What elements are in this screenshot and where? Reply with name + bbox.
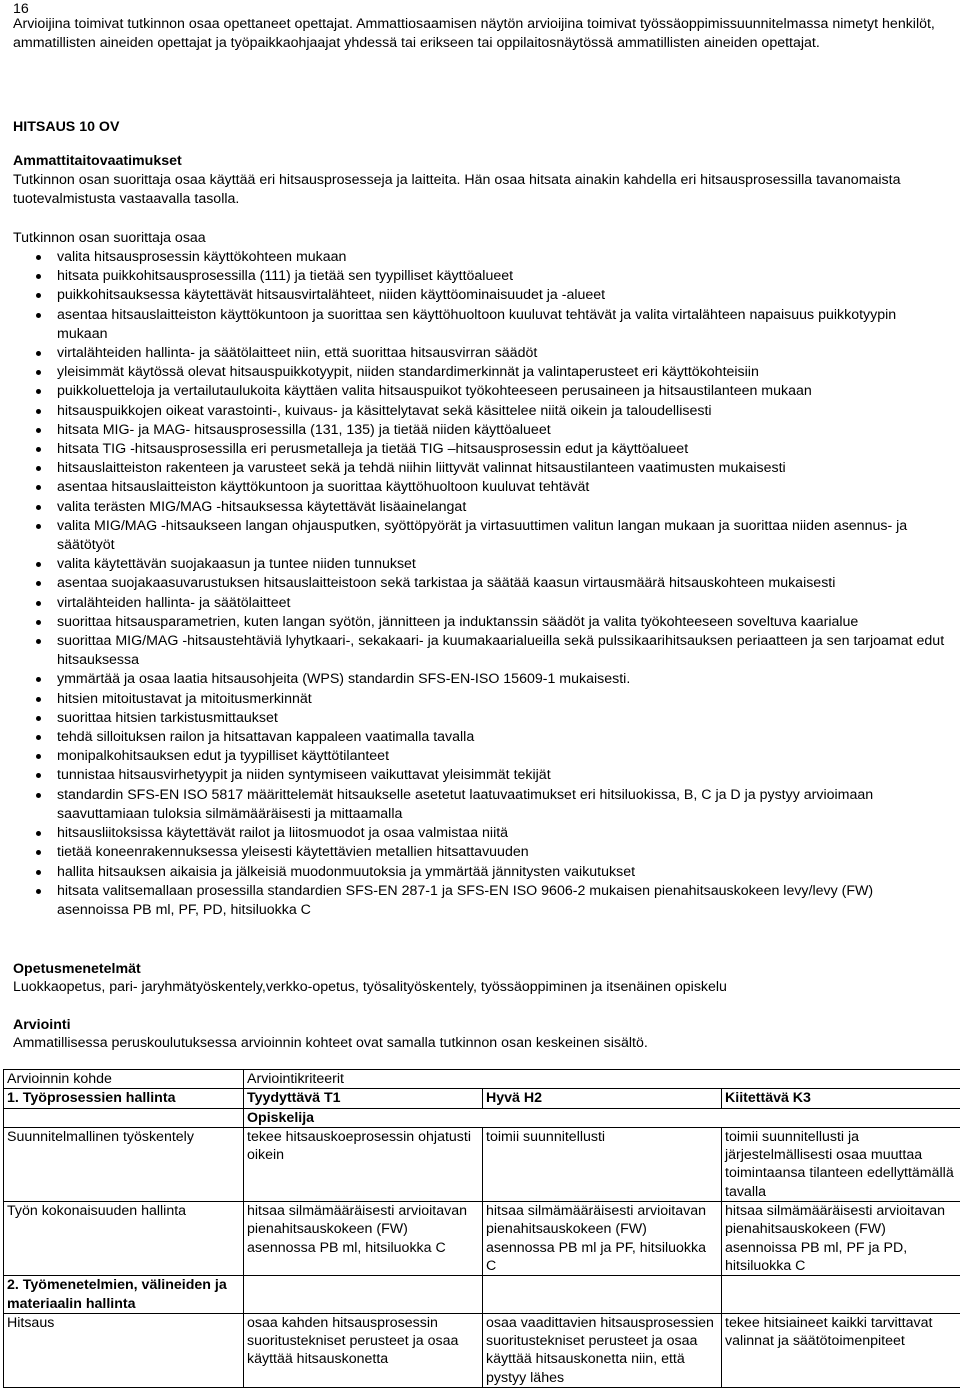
table-cell: hitsaa silmämääräisesti arvioitavan pienahitsauskokeen (FW) asennossa PB ml, hitsiluokka C (244, 1202, 483, 1276)
assessment-heading: Arviointi (13, 1017, 71, 1033)
requirements-list (13, 248, 948, 920)
list-item: hitsata MIG- ja MAG- hitsausprosessilla (131, 135) ja tietää niiden käyttöalueet (13, 421, 948, 440)
table-row (4, 1108, 960, 1127)
list-item: hitsata valitsemallaan prosessilla standardien SFS-EN 287-1 ja SFS-EN ISO 9606-2 mukaisen pienahitsauskokeen levy/levy (FW) asennoissa PB ml, PF, PD, hitsiluokka C (13, 882, 948, 920)
table-cell: hitsaa silmämääräisesti arvioitavan pienahitsauskokeen (FW) asennossa PB ml ja PF, hitsiluokka C (483, 1202, 722, 1276)
table-cell: Kiitettävä K3 (722, 1089, 960, 1108)
section-heading: HITSAUS 10 OV (13, 119, 120, 135)
table-cell: 2. Työmenetelmien, välineiden ja materiaalin hallinta (4, 1276, 244, 1314)
list-item: hitsata TIG -hitsausprosessilla eri perusmetalleja ja tietää TIG –hitsausprosessin edut ja käyttöalueet (13, 440, 948, 459)
list-item: valita käytettävän suojakaasun ja tuntee niiden tunnukset (13, 555, 948, 574)
list-item: hitsausliitoksissa käytettävät railot ja liitosmuodot ja osaa valmistaa niitä (13, 824, 948, 843)
table-row (4, 1276, 960, 1314)
list-item: suorittaa hitsien tarkistusmittaukset (13, 709, 948, 728)
list-item: hitsien mitoitustavat ja mitoitusmerkinnät (13, 690, 948, 709)
list-item: puikkohitsauksessa käytettävät hitsausvirtalähteet, niiden käyttöominaisuudet ja -alueet (13, 286, 948, 305)
table-cell: Tyydyttävä T1 (244, 1089, 483, 1108)
list-item: standardin SFS-EN ISO 5817 määrittelemät hitsaukselle asetetut laatuvaatimukset eri hitsiluokissa, B, C ja D ja pystyy arvioimaan saavuttamiaan tuloksia silmämääräisesti ja mittaamalla (13, 786, 948, 824)
table-cell: toimii suunnitellusti ja järjestelmällisesti osaa muuttaa toimintaansa tilanteen edellyttämällä tavalla (722, 1127, 960, 1201)
list-item: valita MIG/MAG -hitsaukseen langan ohjausputken, syöttöpyörät ja virtasuuttimen valitun langan mukaan ja suorittaa niiden asennus- ja säätötyöt (13, 517, 948, 555)
list-item: virtalähteiden hallinta- ja säätölaitteet niin, että suorittaa hitsausvirran säädöt (13, 344, 948, 363)
subheading: Ammattitaitovaatimukset (13, 153, 182, 169)
assessment-table (3, 1069, 960, 1388)
list-item: tunnistaa hitsausvirhetyypit ja niiden syntymiseen vaikuttavat yleisimmät tekijät (13, 766, 948, 785)
list-item: tehdä silloituksen railon ja hitsattavan kappaleen vaatimalla tavalla (13, 728, 948, 747)
list-item: asentaa hitsauslaitteiston käyttökuntoon ja suorittaa käyttöhuoltoon kuuluvat tehtävät (13, 478, 948, 497)
table-row (4, 1127, 960, 1201)
table-cell: osaa vaadittavien hitsausprosessien suoritustekniset perusteet ja osaa käyttää hitsauskonetta niin, että pystyy lähes (483, 1313, 722, 1387)
table-cell: tekee hitsauskoeprosessin ohjatusti oikein (244, 1127, 483, 1201)
table-cell: tekee hitsiaineet kaikki tarvittavat valinnat ja säätötoimenpiteet (722, 1313, 960, 1387)
list-item: suorittaa hitsausparametrien, kuten langan syötön, jännitteen ja induktanssin säädöt ja valita työkohteeseen soveltuva kaarialue (13, 613, 948, 632)
table-cell: Opiskelija (244, 1108, 960, 1127)
intro-paragraph: Arvioijina toimivat tutkinnon osaa opettaneet opettajat. Ammattiosaamisen näytön arvioijina toimivat työssäoppimissuunnitelmassa nimetyt henkilöt, ammatillisten aineiden opettajat ja työpaikkaohjaajat yhdessä tai erikseen tai oppilaitosnäytössä ammatillisten aineiden opettajat. (13, 16, 935, 52)
page-number: 16 (13, 1, 29, 17)
methods-heading: Opetusmenetelmät (13, 961, 141, 977)
list-item: hitsauspuikkojen oikeat varastointi-, kuivaus- ja käsittelytavat sekä käsittelee niitä oikein ja taloudellisesti (13, 402, 948, 421)
assessment-text: Ammatillisessa peruskoulutuksessa arvioinnin kohteet ovat samalla tutkinnon osan keskeinen sisältö. (13, 1035, 648, 1051)
table-row (4, 1089, 960, 1108)
list-item: hitsauslaitteiston rakenteen ja varusteet sekä ja tehdä niihin liittyvät valinnat hitsaustilanteen vaatimusten mukaisesti (13, 459, 948, 478)
table-cell: Arviointikriteerit (244, 1070, 960, 1089)
table-row (4, 1070, 960, 1089)
list-item: asentaa hitsauslaitteiston käyttökuntoon ja suorittaa sen käyttöhuoltoon kuuluvat tehtävät ja valita virtalähteen napaisuus puikkotyypin mukaan (13, 306, 948, 344)
list-item: hallita hitsauksen aikaisia ja jälkeisiä muodonmuutoksia ja ymmärtää jännitysten vaikutukset (13, 863, 948, 882)
description-paragraph: Tutkinnon osan suorittaja osaa käyttää eri hitsausprosesseja ja laitteita. Hän osaa hitsata ainakin kahdella eri hitsausprosessilla tavanomaista tuotevalmistusta vastaavalla tasolla. (13, 172, 901, 208)
list-item: tietää koneenrakennuksessa yleisesti käytettävien metallien hitsattavuuden (13, 843, 948, 862)
table-cell: hitsaa silmämääräisesti arvioitavan pienahitsauskokeen (FW) asennoissa PB ml, PF ja PD, hitsiluokka C (722, 1202, 960, 1276)
table-cell: osaa kahden hitsausprosessin suoritustekniset perusteet ja osaa käyttää hitsauskonetta (244, 1313, 483, 1387)
table-cell: Suunnitelmallinen työskentely (4, 1127, 244, 1201)
methods-text: Luokkaopetus, pari- jaryhmätyöskentely,verkko-opetus, työsalityöskentely, työssäoppiminen ja itsenäinen opiskelu (13, 979, 727, 995)
list-item: suorittaa MIG/MAG -hitsaustehtäviä lyhytkaari-, sekakaari- ja kuumakaarialueilla sekä pulssikaarihitsauksen periaatteen ja sen tarjoamat edut hitsauksessa (13, 632, 948, 670)
list-item: ymmärtää ja osaa laatia hitsausohjeita (WPS) standardin SFS-EN-ISO 15609-1 mukaisesti. (13, 670, 948, 689)
table-cell: toimii suunnitellusti (483, 1127, 722, 1201)
list-item: valita hitsausprosessin käyttökohteen mukaan (13, 248, 948, 267)
table-cell: Arvioinnin kohde (4, 1070, 244, 1089)
table-cell: Hyvä H2 (483, 1089, 722, 1108)
table-row (4, 1313, 960, 1387)
list-item: virtalähteiden hallinta- ja säätölaitteet (13, 594, 948, 613)
table-row (4, 1202, 960, 1276)
list-item: puikkoluetteloja ja vertailutaulukoita käyttäen valita hitsauspuikot työkohteeseen perusaineen ja hitsaustilanteen mukaan (13, 382, 948, 401)
list-item: asentaa suojakaasuvarustuksen hitsauslaitteistoon sekä tarkistaa ja säätää kaasun virtausmäärä hitsauskohteen mukaisesti (13, 574, 948, 593)
table-cell: Hitsaus (4, 1313, 244, 1387)
list-item: hitsata puikkohitsausprosessilla (111) ja tietää sen tyypilliset käyttöalueet (13, 267, 948, 286)
list-item: monipalkohitsauksen edut ja tyypilliset käyttötilanteet (13, 747, 948, 766)
table-cell: Työn kokonaisuuden hallinta (4, 1202, 244, 1276)
table-cell: 1. Työprosessien hallinta (4, 1089, 244, 1108)
list-item: yleisimmät käytössä olevat hitsauspuikkotyypit, niiden standardimerkinnät ja valintaperusteet eri käyttökohteisiin (13, 363, 948, 382)
list-lead: Tutkinnon osan suorittaja osaa (13, 230, 206, 246)
list-item: valita terästen MIG/MAG -hitsauksessa käytettävät lisäainelangat (13, 498, 948, 517)
